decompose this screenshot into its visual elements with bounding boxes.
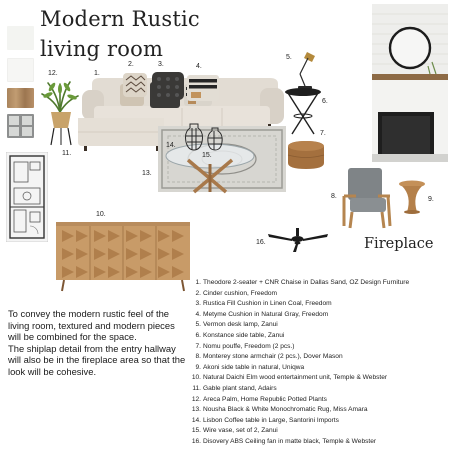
legend-item bbox=[190, 363, 445, 374]
legend-text: Disovery ABS Ceiling fan in matte black, Temple & Webster bbox=[203, 437, 377, 445]
legend-text: Konstance side table, Zanui bbox=[203, 331, 285, 339]
legend-number: 11. bbox=[192, 384, 201, 392]
title-line-2: living room bbox=[40, 37, 164, 61]
board-title bbox=[40, 4, 200, 64]
ceiling-fan-image bbox=[266, 228, 330, 254]
description-paragraph-2: The shiplap detail from the entry hallway will also be in the fireplace area so that the look will be cohesive. bbox=[8, 342, 186, 377]
legend-number: 12. bbox=[191, 395, 201, 403]
legend-number: 8. bbox=[195, 353, 201, 361]
callout-8: 8. bbox=[331, 193, 337, 200]
legend-item bbox=[190, 299, 445, 310]
legend-item bbox=[190, 278, 445, 289]
callout-4: 4. bbox=[196, 63, 202, 70]
legend-number: 16. bbox=[191, 437, 201, 445]
legend-text: Nomu pouffe, Freedom (2 pcs.) bbox=[203, 342, 295, 350]
legend-number: 14. bbox=[191, 416, 201, 424]
armchair-image bbox=[342, 166, 394, 230]
legend-number: 2. bbox=[195, 289, 201, 297]
legend-number: 4. bbox=[195, 310, 201, 318]
legend-text: Cinder cushion, Freedom bbox=[203, 289, 278, 297]
callout-16: 16. bbox=[256, 239, 266, 246]
legend-text: Areca Palm, Home Republic Potted Plants bbox=[203, 395, 327, 403]
legend-number: 5. bbox=[195, 321, 201, 329]
akoni-side-table-image bbox=[398, 180, 426, 214]
wire-vase-image bbox=[184, 120, 224, 154]
legend-text: Akoni side table in natural, Uniqwa bbox=[203, 363, 305, 371]
legend-item bbox=[190, 416, 445, 427]
legend-item bbox=[190, 342, 445, 353]
description-paragraph-1: To convey the modern rustic feel of the living room, textured and modern pieces will be combined for the space. bbox=[8, 308, 175, 343]
legend-item bbox=[190, 352, 445, 363]
callout-6: 6. bbox=[322, 98, 328, 105]
cinder-cushion-image bbox=[122, 72, 148, 98]
desk-lamp-image bbox=[292, 48, 318, 90]
legend-item bbox=[190, 426, 445, 437]
fireplace-label: Fireplace bbox=[364, 236, 434, 252]
legend-item bbox=[190, 437, 445, 448]
legend-text: Natural Daichi Elm wood entertainment unit, Temple & Webster bbox=[203, 374, 388, 382]
window-panel-grid bbox=[7, 114, 34, 138]
pouffe-image bbox=[286, 138, 326, 172]
callout-12: 12. bbox=[48, 70, 58, 77]
swatch-white-2 bbox=[7, 58, 34, 82]
callout-9: 9. bbox=[428, 196, 434, 203]
callout-7: 7. bbox=[320, 130, 326, 137]
callout-5: 5. bbox=[286, 54, 292, 61]
legend-text: Nousha Black & White Monochromatic Rug, Miss Amara bbox=[203, 406, 368, 414]
legend-text: Gable plant stand, Adairs bbox=[203, 384, 277, 392]
legend-text: Lisbon Coffee table in Large, Santorini Imports bbox=[203, 416, 339, 424]
floor-plan-image bbox=[6, 152, 48, 242]
legend-number: 10. bbox=[191, 374, 201, 382]
legend-item bbox=[190, 384, 445, 395]
legend-number: 6. bbox=[195, 331, 201, 339]
board-description bbox=[8, 308, 188, 378]
plant-stand-image bbox=[48, 108, 74, 146]
entertainment-unit-image bbox=[54, 220, 192, 292]
legend-number: 9. bbox=[195, 363, 201, 371]
legend-text: Monterey stone armchair (2 pcs.), Dover Mason bbox=[203, 353, 343, 361]
callout-1: 1. bbox=[94, 70, 100, 77]
callout-3: 3. bbox=[158, 61, 164, 68]
legend-text: Wire vase, set of 2, Zanui bbox=[203, 427, 278, 435]
swatch-white-1 bbox=[7, 26, 34, 50]
callout-2: 2. bbox=[128, 61, 134, 68]
legend-number: 13. bbox=[191, 406, 201, 414]
legend-item bbox=[190, 395, 445, 406]
callout-13: 13. bbox=[142, 170, 152, 177]
legend-item bbox=[190, 320, 445, 331]
legend-text: Metyme Cushion in Natural Gray, Freedom bbox=[203, 310, 329, 318]
title-line-1: Modern Rustic bbox=[40, 7, 200, 31]
legend-number: 15. bbox=[191, 427, 201, 435]
callout-15: 15. bbox=[202, 152, 212, 159]
legend-number: 3. bbox=[195, 300, 201, 308]
legend-text: Rustica Fill Cushion in Linen Coal, Freedom bbox=[203, 300, 332, 308]
legend-item bbox=[190, 289, 445, 300]
callout-14: 14. bbox=[166, 142, 176, 149]
swatch-wood bbox=[7, 88, 34, 108]
callout-11: 11. bbox=[62, 150, 72, 157]
legend-number: 1. bbox=[195, 279, 201, 286]
callout-10: 10. bbox=[96, 211, 106, 218]
legend-item bbox=[190, 373, 445, 384]
metyme-cushion-image bbox=[186, 74, 220, 102]
rustica-cushion-image bbox=[151, 71, 185, 101]
legend-item bbox=[190, 405, 445, 416]
legend-item bbox=[190, 310, 445, 321]
legend-text: Vermon desk lamp, Zanui bbox=[203, 321, 278, 329]
swatch-window-panel bbox=[7, 114, 34, 138]
legend-number: 7. bbox=[195, 342, 201, 350]
product-legend bbox=[190, 278, 445, 448]
legend-text: Theodore 2-seater + CNR Chaise in Dallas Sand, OZ Design Furniture bbox=[203, 279, 410, 286]
legend-item bbox=[190, 331, 445, 342]
fireplace-photo bbox=[372, 4, 448, 162]
side-table-image bbox=[284, 86, 322, 136]
